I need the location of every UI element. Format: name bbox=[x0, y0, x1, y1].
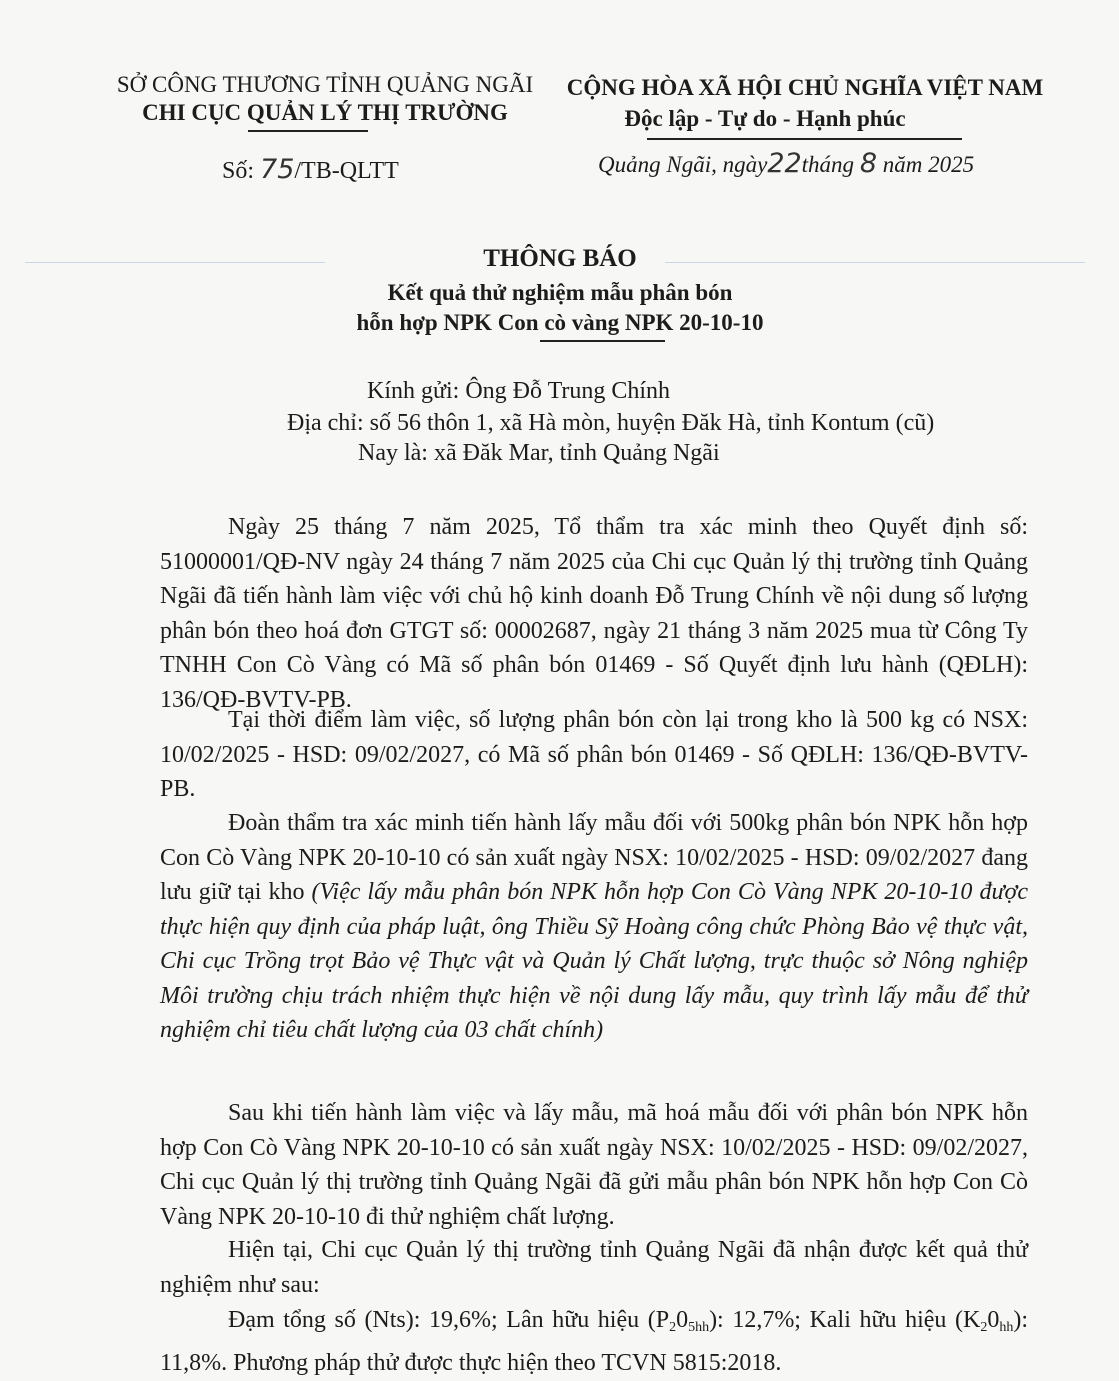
agency-underline bbox=[248, 130, 368, 132]
body-text bbox=[160, 1096, 1028, 1234]
agency-parent-name: SỞ CÔNG THƯƠNG TỈNH QUẢNG NGÃI bbox=[116, 72, 534, 97]
recipient: Kính gửi: Ông Đỗ Trung Chính bbox=[367, 378, 671, 404]
paragraph-1: Ngày 25 tháng 7 năm 2025, Tổ thẩm tra xác minh theo Quyết định số: 51000001/QĐ-NV ngày 24 tháng 7 năm 2025 của Chi cục Quản lý thị trường tỉnh Quảng Ngãi đã tiến hành làm việc với chủ hộ kinh doanh Đỗ Trung Chính về nội dung số lượng phân bón theo hoá đơn GTGT số: 00002687, ngày 21 tháng 3 năm 2025 mua từ Công Ty TNHH Con Cò Vàng có Mã số phân bón 01469 - Số Quyết định lưu hành (QĐLH): 136/QĐ-BVTV-PB. bbox=[160, 514, 1028, 713]
paragraph-4: Sau khi tiến hành làm việc và lấy mẫu, mã hoá mẫu đối với phân bón NPK hỗn hợp Con Cò Vàng NPK 20-10-10 có sản xuất ngày NSX: 10/02/2025 - HSD: 09/02/2027, Chi cục Quản lý thị trường tỉnh Quảng Ngãi đã gửi mẫu phân bón NPK hỗn hợp Con Cò Vàng NPK 20-10-10 đi thử nghiệm chất lượng. bbox=[160, 1100, 1028, 1230]
document-title: THÔNG BÁO bbox=[483, 245, 637, 272]
document-number: Số: 75/TB-QLTT bbox=[222, 154, 399, 185]
document-number-handwritten: 75 bbox=[260, 154, 295, 185]
paragraph-5: Hiện tại, Chi cục Quản lý thị trường tỉnh Quảng Ngãi đã nhận được kết quả thử nghiệm như sau: bbox=[160, 1237, 1028, 1298]
paragraph-3: Đoàn thẩm tra xác minh tiến hành lấy mẫu đối với 500kg phân bón NPK hỗn hợp Con Cò Vàng NPK 20-10-10 có sản xuất ngày NSX: 10/02/2025 - HSD: 09/02/2027 đang lưu giữ tại kho (Việc lấy mẫu phân bón NPK hỗn hợp Con Cò Vàng NPK 20-10-10 được thực hiện quy định của pháp luật, ông Thiều Sỹ Hoàng công chức Phòng Bảo vệ thực vật, Chi cục Trồng trọt Bảo vệ Thực vật và Quản lý Chất lượng, trực thuộc sở Nông nghiệp Môi trường chịu trách nhiệm thực hiện về nội dung lấy mẫu, quy trình lấy mẫu để thử nghiệm chỉ tiêu chất lượng của 03 chất chính) bbox=[160, 810, 1028, 1043]
body-text bbox=[160, 806, 1028, 1048]
recipient-current-address: Nay là: xã Đăk Mar, tỉnh Quảng Ngãi bbox=[358, 440, 720, 466]
body-text bbox=[160, 1303, 1028, 1380]
paragraph-6-results: Đạm tổng số (Nts): 19,6%; Lân hữu hiệu $(P_20_{5hh})$: 12,7%; Kali hữu hiệu $(K_20_{hh})$: 11,8%. Phương pháp thử được thực hiện theo TCVN 5815:2018. bbox=[160, 1307, 1028, 1376]
body-text bbox=[160, 703, 1028, 807]
body-text bbox=[160, 510, 1028, 717]
scan-artifact-line bbox=[25, 262, 325, 263]
country-name: CỘNG HÒA XÃ HỘI CHỦ NGHĨA VIỆT NAM bbox=[566, 75, 1044, 100]
recipient-address: Địa chỉ: số 56 thôn 1, xã Hà mòn, huyện Đăk Hà, tỉnh Kontum (cũ) bbox=[287, 410, 935, 436]
title-underline bbox=[540, 340, 665, 342]
document-subtitle-line1: Kết quả thử nghiệm mẫu phân bón bbox=[387, 280, 733, 305]
motto-underline bbox=[647, 138, 962, 140]
place-date: Quảng Ngãi, ngày22tháng 8 năm 2025 bbox=[598, 148, 975, 179]
date-day-handwritten: 22 bbox=[767, 148, 802, 179]
agency-name: CHI CỤC QUẢN LÝ THỊ TRƯỜNG bbox=[142, 100, 508, 125]
body-text bbox=[160, 1233, 1028, 1302]
date-month-handwritten: 8 bbox=[859, 148, 877, 179]
paragraph-2: Tại thời điểm làm việc, số lượng phân bón còn lại trong kho là 500 kg có NSX: 10/02/2025 - HSD: 09/02/2027, có Mã số phân bón 01469 - Số QĐLH: 136/QĐ-BVTV-PB. bbox=[160, 707, 1028, 802]
national-motto: Độc lập - Tự do - Hạnh phúc bbox=[624, 106, 906, 131]
document-subtitle-line2: hỗn hợp NPK Con cò vàng NPK 20-10-10 bbox=[356, 310, 764, 335]
paragraph-3-italic: (Việc lấy mẫu phân bón NPK hỗn hợp Con Cò Vàng NPK 20-10-10 được thực hiện quy định của pháp luật, ông Thiều Sỹ Hoàng công chức Phòng Bảo vệ thực vật, Chi cục Trồng trọt Bảo vệ Thực vật và Quản lý Chất lượng, trực thuộc sở Nông nghiệp Môi trường chịu trách nhiệm thực hiện về nội dung lấy mẫu, quy trình lấy mẫu để thử nghiệm chỉ tiêu chất lượng của 03 chất chính) bbox=[160, 879, 1028, 1043]
